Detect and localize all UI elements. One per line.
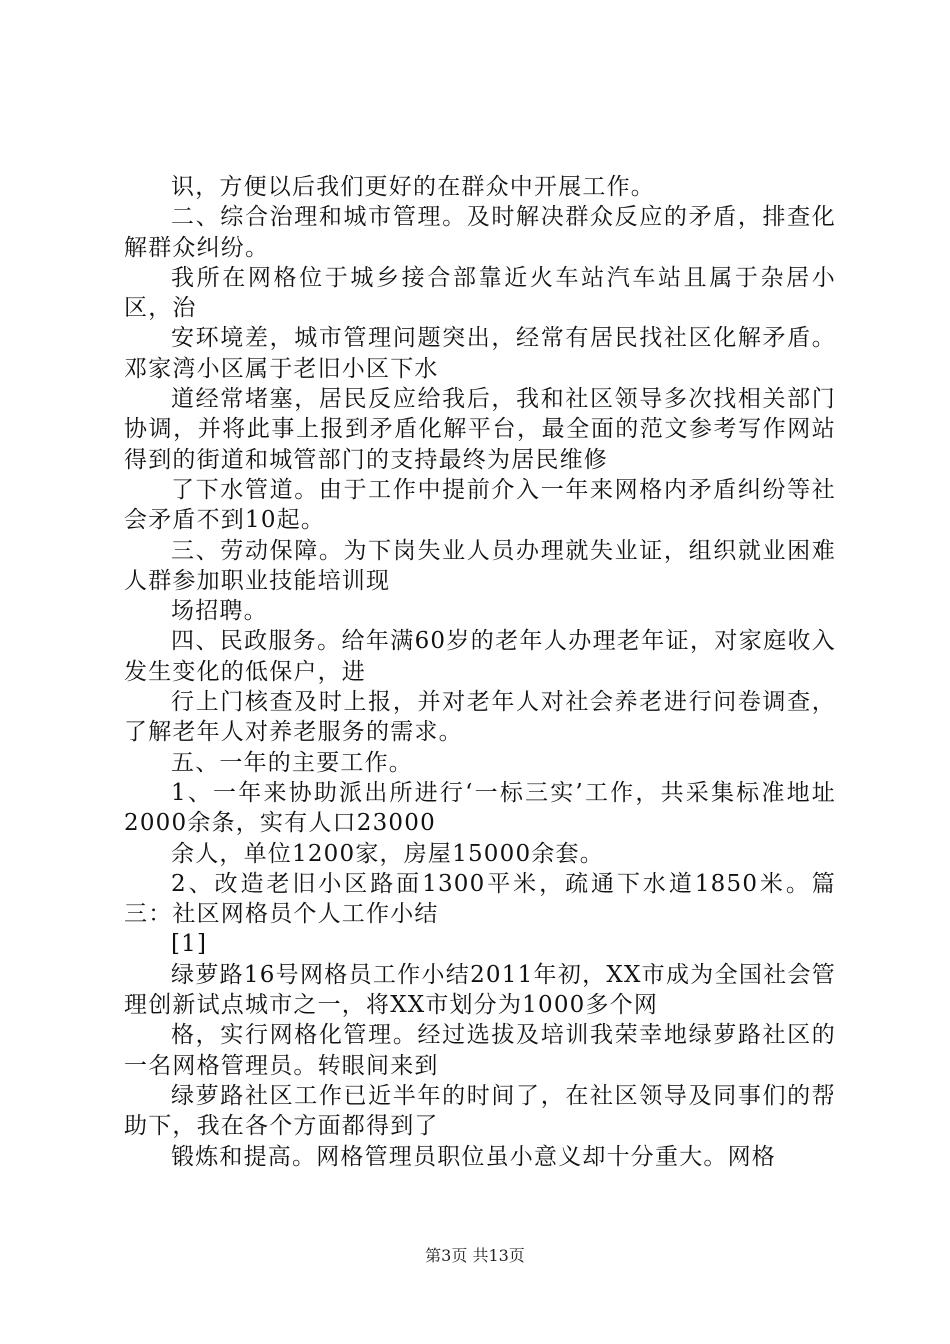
page-number-footer: 第3页 共13页 bbox=[425, 1246, 525, 1265]
paragraph: 我所在网格位于城乡接合部靠近火车站汽车站且属于杂居小区，治 bbox=[124, 264, 836, 322]
paragraph: 识，方便以后我们更好的在群众中开展工作。 bbox=[171, 174, 655, 200]
paragraph: 了下水管道。由于工作中提前介入一年来网格内矛盾纠纷等社会矛盾不到10起。 bbox=[124, 476, 836, 534]
paragraph: 1、一年来协助派出所进行‘一标三实’工作，共采集标准地址2000余条，实有人口23000 bbox=[124, 779, 836, 837]
paragraph: 余人，单位1200家，房屋15000余套。 bbox=[171, 840, 604, 867]
paragraph: 格，实行网格化管理。经过选拔及培训我荣幸地绿萝路社区的一名网格管理员。转眼间来到 bbox=[124, 1022, 836, 1079]
document-body bbox=[124, 172, 836, 1172]
paragraph: [1] bbox=[171, 931, 208, 958]
paragraph: 锻炼和提高。网格管理员职位虽小意义却十分重大。网格 bbox=[171, 1143, 776, 1170]
paragraph: 安环境差，城市管理问题突出，经常有居民找社区化解矛盾。邓家湾小区属于老旧小区下水 bbox=[124, 325, 836, 382]
paragraph: 绿萝路16号网格员工作小结2011年初，XX市成为全国社会管理创新试点城市之一，将XX市划分为1000多个网 bbox=[124, 961, 836, 1019]
paragraph: 五、一年的主要工作。 bbox=[171, 749, 413, 776]
paragraph: 三、劳动保障。为下岗失业人员办理就失业证，组织就业困难人群参加职业技能培训现 bbox=[124, 537, 836, 594]
paragraph: 绿萝路社区工作已近半年的时间了，在社区领导及同事们的帮助下，我在各个方面都得到了 bbox=[124, 1082, 836, 1140]
paragraph: 2、改造老旧小区路面1300平米，疏通下水道1850米。篇三：社区网格员个人工作小结 bbox=[124, 870, 836, 928]
paragraph: 四、民政服务。给年满60岁的老年人办理老年证，对家庭收入发生变化的低保户，进 bbox=[124, 628, 836, 685]
paragraph: 道经常堵塞，居民反应给我后，我和社区领导多次找相关部门协调，并将此事上报到矛盾化解平台，最全面的范文参考写作网站得到的街道和城管部门的支持最终为居民维修 bbox=[124, 386, 836, 473]
paragraph: 二、综合治理和城市管理。及时解决群众反应的矛盾，排查化解群众纠纷。 bbox=[124, 204, 836, 261]
paragraph: 场招聘。 bbox=[171, 598, 268, 625]
paragraph: 行上门核查及时上报，并对老年人对社会养老进行问卷调查，了解老年人对养老服务的需求。 bbox=[124, 689, 836, 746]
